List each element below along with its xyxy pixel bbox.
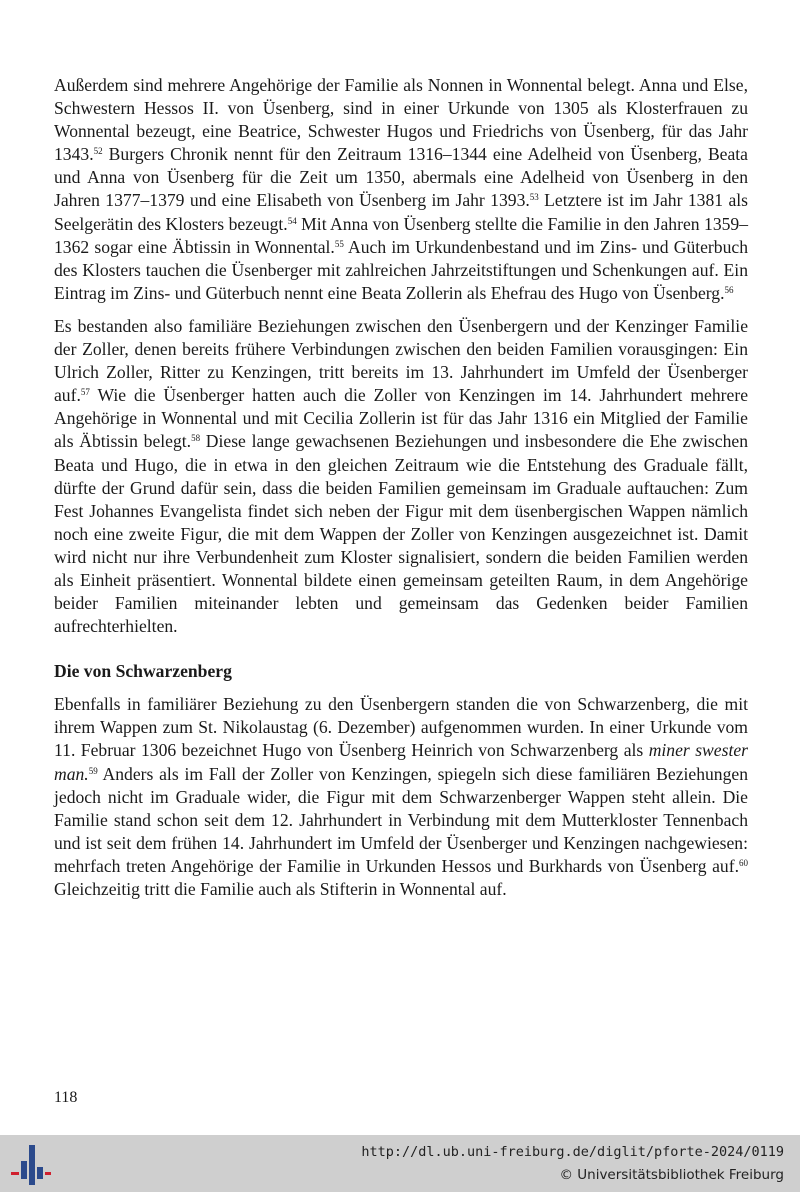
- paragraph-text: Es bestanden also familiäre Beziehungen zwischen den Üsenbergern und der Kenzinger Familie der Zoller, denen bereits frühere Verbindungen zwischen den beiden Familien vorausgingen: Ein Ulrich Zoller, Ritter zu Kenzingen, tritt bereits im 13. Jahrhundert im Umfeld der Üsenberger auf.: [54, 315, 748, 406]
- paragraph-text: Auch im Urkundenbestand und im Zins- und Güterbuch des Klosters tauchen die Üsenberger mit zahlreichen Jahrzeitstiftungen und Schenkungen auf. Ein Eintrag im Zins- und Güterbuch nennt eine Beata Zollerin als Ehefrau des Hugo von Üsenberg.: [54, 236, 748, 303]
- footer-bar: [0, 1135, 800, 1192]
- paragraphs-after-heading: [54, 693, 748, 901]
- ub-freiburg-logo-icon: [9, 1143, 51, 1187]
- footnote-marker: 52: [93, 146, 103, 157]
- paragraph-text: Letztere ist im Jahr 1381 als Seelgerätin des Klosters bezeugt.: [54, 190, 748, 234]
- footnote-marker: 57: [80, 387, 90, 398]
- paragraphs-before-heading: [54, 74, 748, 638]
- paragraph: [54, 693, 748, 901]
- footer-url[interactable]: http://dl.ub.uni-freiburg.de/diglit/pforte-2024/0119: [361, 1144, 784, 1160]
- italic-quote: miner swester man.: [54, 740, 748, 784]
- paragraph-text: Wie die Üsenberger hatten auch die Zoller von Kenzingen im 14. Jahrhundert mehrere Angehörige in Wonnental und mit Cecilia Zollerin ist für das Jahr 1316 ein Mitglied der Familie als Äbtissin belegt.: [54, 385, 748, 452]
- paragraph-text: Ebenfalls in familiärer Beziehung zu den Üsenbergern standen die von Schwarzenberg, die mit ihrem Wappen zum St. Nikolaustag (6. Dezember) aufgenommen wurden. In einer Urkunde vom 11. Februar 1306 bezeichnet Hugo von Üsenberg Heinrich von Schwarzenberg als: [54, 694, 748, 761]
- footnote-marker: 56: [724, 284, 734, 295]
- footnote-marker: 54: [287, 215, 297, 226]
- footnote-marker: 53: [529, 192, 539, 203]
- section-heading: Die von Schwarzenberg: [54, 661, 232, 682]
- page-number: 118: [54, 1089, 78, 1106]
- paragraph-text: Burgers Chronik nennt für den Zeitraum 1316–1344 eine Adelheid von Üsenberg, Beata und Anna von Üsenberg für die Zeit um 1350, abermals eine Adelheid von Üsenberg in den Jahren 1377–1379 und eine Elisabeth von Üsenberg im Jahr 1393.: [54, 144, 748, 211]
- paragraph-text: Diese lange gewachsenen Beziehungen und insbesondere die Ehe zwischen Beata und Hugo, die in etwa in den gleichen Zeitraum wie die Entstehung des Graduale fällt, dürfte der Grund dafür sein, dass die beiden Familien gemeinsam im Graduale auftauchen: Zum Fest Johannes Evangelista findet sich neben der Figur mit dem üsenbergischen Wappen nämlich noch eine zweite Figur, die mit dem Wappen der Zoller von Kenzingen ausgezeichnet ist. Damit wird nicht nur ihre Verbundenheit zum Kloster signalisiert, sondern die beiden Familien werden als Einheit präsentiert. Wonnental bildete einen gemeinsam geteilten Raum, in dem Angehörige beider Familien miteinander lebten und gemeinsam das Gedenken beider Familien aufrechterhielten.: [54, 431, 748, 637]
- footnote-marker: 59: [88, 765, 98, 776]
- paragraph-text: Mit Anna von Üsenberg stellte die Familie in den Jahren 1359–1362 sogar eine Äbtissin in Wonnental.: [54, 213, 749, 257]
- paragraph-text: Außerdem sind mehrere Angehörige der Familie als Nonnen in Wonnental belegt. Anna und Else, Schwestern Hessos II. von Üsenberg, sind in einer Urkunde von 1305 als Klosterfrauen zu Wonnental bezeugt, eine Beatrice, Schwester Hugos und Friedrichs von Üsenberg, für das Jahr 1343.: [54, 75, 748, 165]
- footnote-marker: 60: [739, 857, 748, 868]
- footnote-marker: 58: [191, 433, 201, 444]
- paragraph: [54, 315, 748, 638]
- document-body: [54, 74, 748, 911]
- paragraph-text: Anders als im Fall der Zoller von Kenzingen, spiegeln sich diese familiären Beziehungen jedoch nicht im Graduale wider, die Figur mit dem Schwarzenberger Wappen steht allein. Die Familie stand schon seit dem 12. Jahrhundert in Verbindung mit dem Mutterkloster Tennenbach und ist seit dem frühen 14. Jahrhundert im Umfeld der Üsenberger und Kenzingen nachgewiesen: mehrfach treten Angehörige der Familie in Urkunden Hessos und Burkhards von Üsenberg auf.: [54, 763, 748, 876]
- footer-copyright: © Universitätsbibliothek Freiburg: [559, 1167, 784, 1183]
- footnote-marker: 55: [334, 238, 344, 249]
- paragraph: [54, 74, 748, 305]
- paragraph-text: Gleichzeitig tritt die Familie auch als Stifterin in Wonnental auf.: [54, 879, 507, 899]
